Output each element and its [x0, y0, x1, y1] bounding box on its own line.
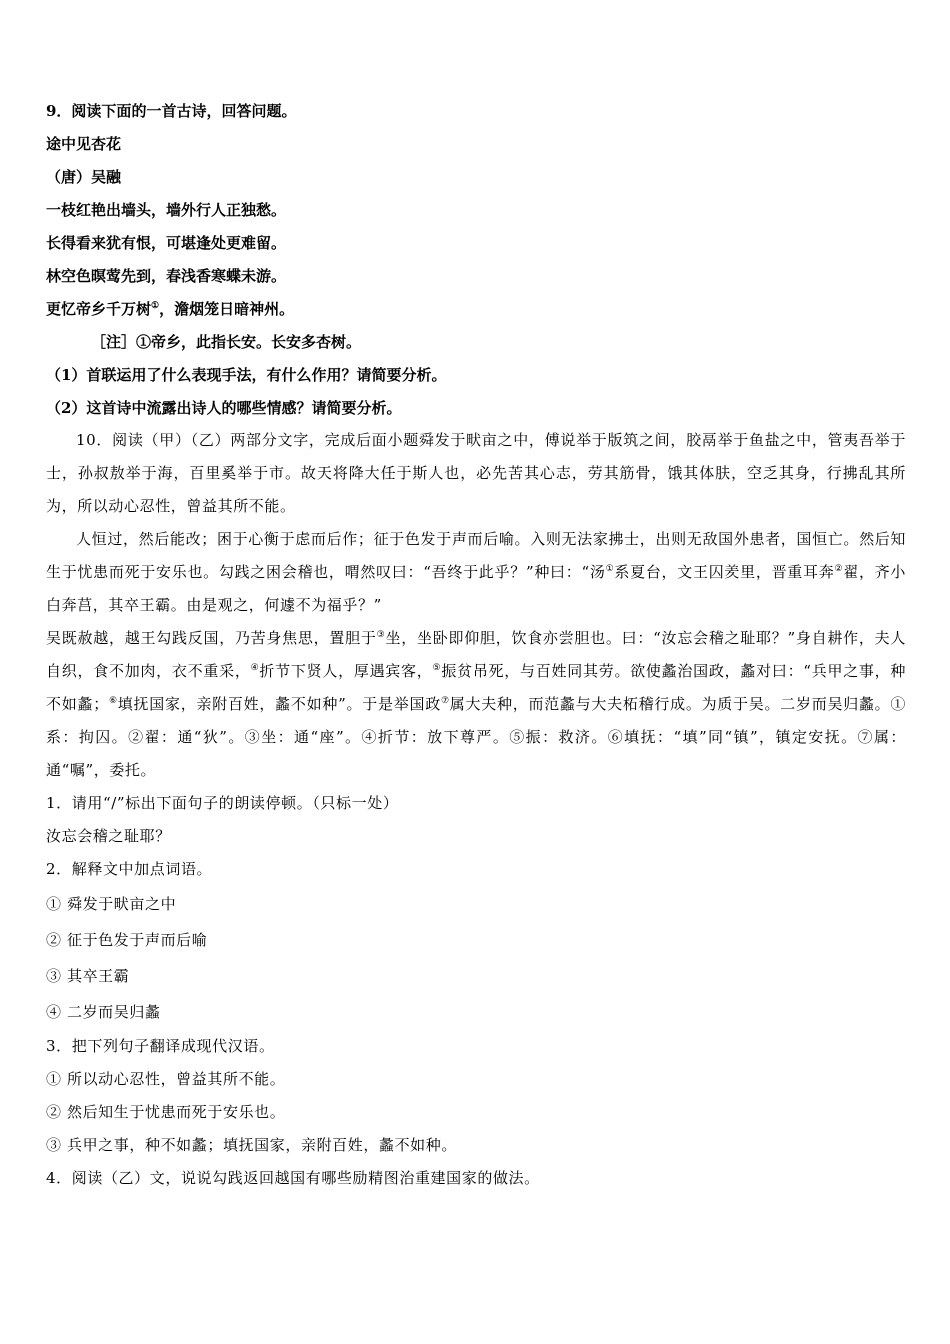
question-10-item: ③ 其卒王霸 — [46, 967, 130, 985]
poem-author: （唐）吴融 — [46, 168, 122, 186]
question-9-sub-1: （1）首联运用了什么表现手法，有什么作用？请简要分析。 — [46, 366, 447, 384]
question-10-item: 1．请用“/”标出下面句子的朗读停顿。（只标一处） — [46, 794, 399, 812]
passage-paragraph-3: 吴既赦越，越王勾践反国，乃苦身焦思，置胆于③坐，坐卧即仰胆，饮食亦尝胆也。曰：“汝忘会稽之耻耶？”身自耕作，夫人自织，食不加肉，衣不重采，④折节下贤人，厚遇宾客，⑤振贫吊死，与百姓同其劳。欲使蠡治国政，蠡对曰：“兵甲之事，种不如蠡；⑥填抚国家，亲附百姓，蠡不如种”。于是举国政⑦属大夫种，而范蠡与大夫柘稽行成。为质于吴。二岁而吴归蠡。①系：拘囚。②翟：通“狄”。③坐：通“座”。④折节：放下尊严。⑤振：救济。⑥填抚：“填”同“镇”，镇定安抚。⑦属：通“嘱”，委托。 — [46, 629, 907, 779]
question-10-item: ③ 兵甲之事，种不如蠡；填抚国家，亲附百姓，蠡不如种。 — [46, 1136, 457, 1154]
question-10-item: ① 所以动心忍性，曾益其所不能。 — [46, 1070, 286, 1088]
poem-line-3: 林空色暝莺先到，春浅香寒蝶未游。 — [46, 267, 287, 285]
question-9-heading: 9．阅读下面的一首古诗，回答问题。 — [46, 102, 297, 120]
question-10-item: ④ 二岁而吴归蠡 — [46, 1003, 161, 1021]
poem-line-2: 长得看来犹有恨，可堪逢处更难留。 — [46, 234, 287, 252]
poem-title: 途中见杏花 — [46, 135, 122, 153]
question-10-item: ① 舜发于畎亩之中 — [46, 895, 177, 913]
passage-paragraph-2: 人恒过，然后能改；困于心衡于虑而后作；征于色发于声而后喻。入则无法家拂士，出则无敌国外患者，国恒亡。然后知生于忧患而死于安乐也。勾践之困会稽也，喟然叹曰：“吾终于此乎？”种曰：“汤①系夏台，文王囚羑里，晋重耳奔②翟，齐小白奔莒，其卒王霸。由是观之，何遽不为福乎？” — [46, 530, 907, 614]
document-page — [46, 100, 906, 1195]
question-10-item: ② 然后知生于忧患而死于安乐也。 — [46, 1103, 286, 1121]
passage-paragraph-1: 10．阅读（甲）（乙）两部分文字，完成后面小题舜发于畎亩之中，傅说举于版筑之间，胶鬲举于鱼盐之中，管夷吾举于士，孙叔敖举于海，百里奚举于市。故天将降大任于斯人也，必先苦其心志，劳其筋骨，饿其体肤，空乏其身，行拂乱其所为，所以动心忍性，曾益其所不能。 — [46, 431, 906, 515]
footnote-marker: ① — [151, 301, 160, 311]
question-10-item: 2．解释文中加点词语。 — [46, 860, 213, 878]
poem-note: ［注］①帝乡，此指长安。长安多杏树。 — [91, 333, 362, 351]
question-10-item: 4．阅读（乙）文，说说勾践返回越国有哪些励精图治重建国家的做法。 — [46, 1169, 540, 1187]
poem-line-1: 一枝红艳出墙头，墙外行人正独愁。 — [46, 201, 287, 219]
question-10-item: ② 征于色发于声而后喻 — [46, 931, 208, 949]
question-9-sub-2: （2）这首诗中流露出诗人的哪些情感？请简要分析。 — [46, 399, 402, 417]
question-10-item: 汝忘会稽之耻耶？ — [46, 827, 171, 845]
poem-line-4: 更忆帝乡千万树①，澹烟笼日暗神州。 — [46, 300, 295, 318]
question-10-item: 3．把下列句子翻译成现代汉语。 — [46, 1037, 275, 1055]
